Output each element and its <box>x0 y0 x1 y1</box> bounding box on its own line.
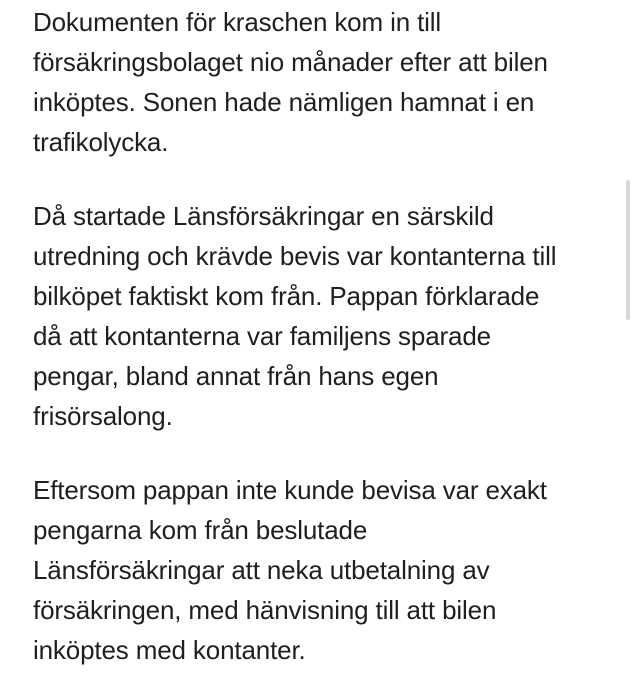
paragraph-line: försäkringen, med hänvisning till att bilen <box>33 595 497 625</box>
paragraph-line: pengarna kom från beslutade <box>33 515 368 545</box>
paragraph-line: Länsförsäkringar att neka utbetalning av <box>33 555 490 585</box>
paragraph-line: Eftersom pappan inte kunde bevisa var exakt <box>33 475 547 505</box>
article-paragraph <box>33 470 613 670</box>
paragraph-line: Dokumenten för kraschen kom in till <box>33 7 442 37</box>
paragraph-line: bilköpet faktiskt kom från. Pappan förklarade <box>33 281 540 311</box>
paragraph-line: då att kontanterna var familjens sparade <box>33 321 491 351</box>
paragraph-line: inköptes. Sonen hade nämligen hamnat i en <box>33 87 535 117</box>
article-body <box>33 0 613 670</box>
vertical-scrollbar[interactable] <box>626 180 630 320</box>
paragraph-line: Då startade Länsförsäkringar en särskild <box>33 201 494 231</box>
paragraph-line: trafikolycka. <box>33 127 169 157</box>
paragraph-line: frisörsalong. <box>33 401 173 431</box>
paragraph-line: försäkringsbolaget nio månader efter att bilen <box>33 47 548 77</box>
paragraph-line: inköptes med kontanter. <box>33 635 306 665</box>
article-paragraph <box>33 2 613 162</box>
paragraph-line: pengar, bland annat från hans egen <box>33 361 439 391</box>
paragraph-line: utredning och krävde bevis var kontanterna till <box>33 241 557 271</box>
article-paragraph <box>33 196 613 436</box>
